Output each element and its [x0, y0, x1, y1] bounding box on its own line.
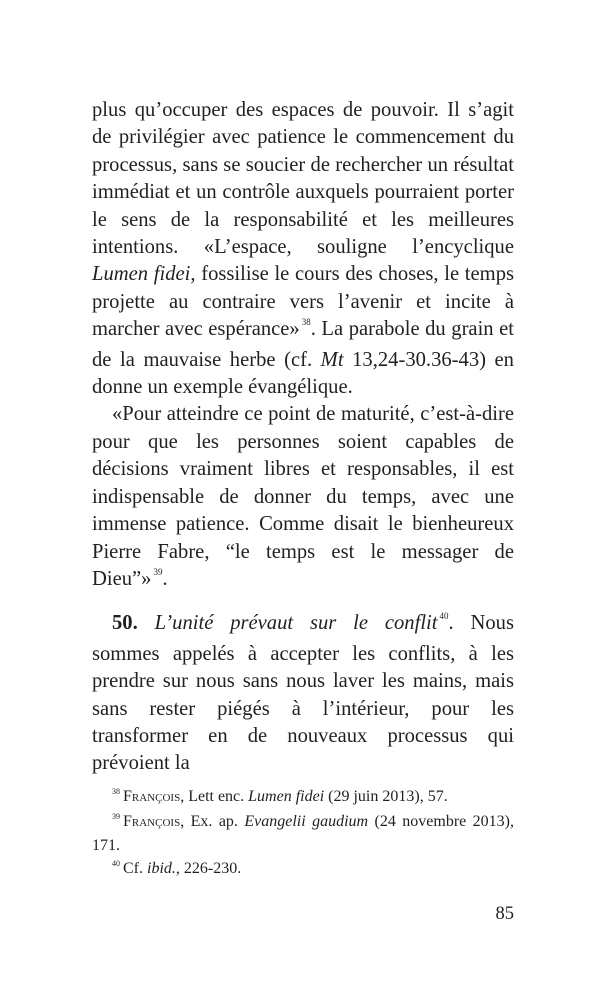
- footnote-ref[interactable]: 38: [301, 317, 311, 328]
- text-run: 13,24-30.36-43) en donne un exemple évangélique.: [92, 348, 514, 399]
- text-run: . Nous sommes appelés à accepter les conflits, à les prendre sur nous sans nous laver les mains, mais sans rester piégés à l’intérieur, pour les transformer en de nouveaux processus qui prévoient la: [92, 612, 514, 775]
- text-run: «Pour atteindre ce point de maturité, c’est-à-dire pour que les personnes soient capables de décisions vraiment libres et responsables, il est indispensable de donner du temps, avec une immense patience. Comme disait le bienheureux Pierre Fabre, “le temps est le messager de Dieu”»: [92, 403, 514, 590]
- text-run: . La parabole du grain et de la mauvaise herbe (cf.: [92, 318, 514, 371]
- section-number: 50.: [112, 612, 138, 635]
- footnote-number: 40: [112, 858, 120, 868]
- text-run: , 226-230.: [175, 859, 242, 877]
- footnote-ref[interactable]: 39: [153, 566, 163, 577]
- main-text: [92, 97, 514, 778]
- text-run: plus qu’occuper des espaces de pouvoir. Il s’agit de privilégier avec patience le commencement du processus, sans se soucier de rechercher un résultat immédiat et un contrôle auxquels pourraient porter le sens de la responsabilité et les meilleures intentions. «L’espace, souligne l’encyclique: [92, 99, 514, 259]
- section-50: [92, 610, 514, 777]
- italic-title: Lumen fidei: [248, 788, 325, 805]
- italic-title: Evangelii gaudium: [244, 812, 369, 830]
- text-run: (24 novembre 2013), 171.: [92, 812, 515, 854]
- footnote-author: François: [123, 812, 181, 830]
- text-run: , Lett enc.: [180, 788, 249, 805]
- text-run: , Ex. ap.: [180, 812, 245, 830]
- footnote-author: François: [123, 788, 181, 805]
- text-run: Cf.: [123, 859, 147, 877]
- footnotes: [92, 786, 514, 882]
- footnote-number: 38: [112, 787, 120, 796]
- italic-ref: ibid.: [147, 859, 176, 877]
- italic-ref: Mt: [320, 348, 344, 371]
- text-run: , fossilise le cours des choses, le temps projette au contraire vers l’avenir et incite à marcher avec espérance»: [92, 263, 515, 341]
- footnote-number: 39: [112, 811, 120, 821]
- section-title: L’unité prévaut sur le conflit: [154, 612, 438, 635]
- page-number: 85: [495, 904, 514, 924]
- footnote: [92, 786, 514, 811]
- footnote-ref[interactable]: 40: [439, 611, 449, 622]
- italic-title: Lumen fidei: [92, 263, 191, 286]
- footnote: [92, 858, 514, 883]
- footnote: [92, 811, 514, 858]
- paragraph-2: [92, 401, 514, 596]
- text-run: .: [162, 567, 168, 590]
- paragraph-1: [92, 97, 514, 401]
- page-body: [92, 97, 514, 778]
- text-run: (29 juin 2013), 57.: [324, 788, 448, 805]
